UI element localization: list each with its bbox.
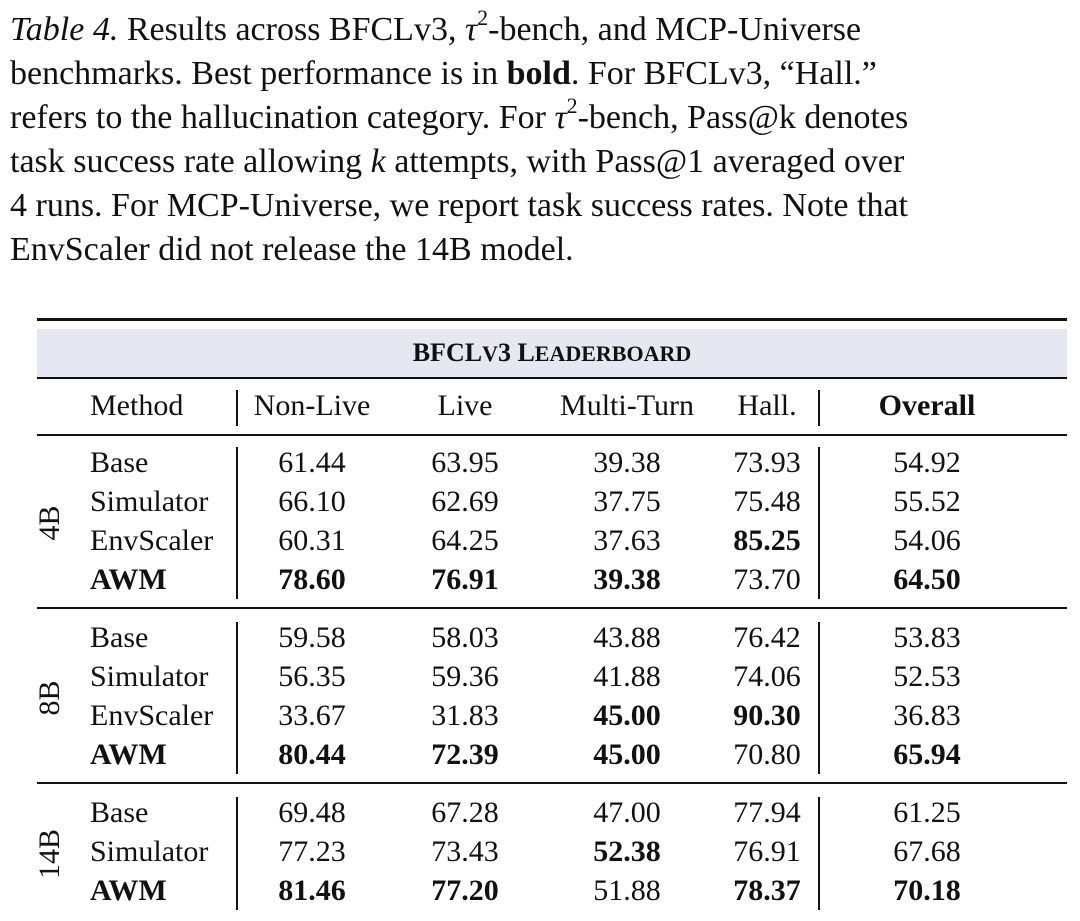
column-header: Non-Live [253,389,371,422]
table-cell: 74.06 [733,660,801,693]
caption-text: . For BFCLv3, “Hall.” [570,55,877,92]
caption-text: task success rate allowing [10,143,371,180]
group-rule [37,782,1067,784]
column-header: Overall [878,389,976,422]
method-name: Base [90,446,149,479]
group-rule [37,607,1067,609]
method-name: AWM [90,874,167,907]
table-cell: 66.10 [278,485,346,518]
table-cell: 76.91 [733,835,801,868]
table-cell: 76.42 [733,621,801,654]
table-cell: 73.70 [733,563,801,596]
table-cell: 59.36 [431,660,499,693]
table-cell: 47.00 [593,796,661,829]
title-rule [37,377,1067,379]
caption-bold-word: bold [506,55,571,92]
table-cell: 33.67 [278,699,346,732]
table-cell: 54.06 [893,524,961,557]
table-cell: 45.00 [593,738,661,771]
table-cell: 31.83 [431,699,499,732]
column-header: Live [437,389,493,422]
table-top-rule [37,318,1067,321]
table-cell: 78.37 [733,874,801,907]
caption-line-5: 4 runs. For MCP-Universe, we report task success rates. Note that [10,187,908,224]
table-cell: 58.03 [431,621,499,654]
column-header: Hall. [737,389,797,422]
table-cell: 80.44 [278,738,346,771]
table-cell: 62.69 [431,485,499,518]
table-cell: 64.50 [893,563,961,596]
superscript: 2 [566,92,578,118]
caption-label: Table 4. [10,11,119,48]
caption-text: benchmarks. Best performance is in [10,55,507,92]
method-name: Base [90,796,149,829]
model-size-label: 4B [33,505,66,541]
table-cell: 60.31 [278,524,346,557]
table-cell: 78.60 [278,563,346,596]
table-cell: 43.88 [593,621,661,654]
method-name: EnvScaler [90,524,214,557]
table-cell: 70.80 [733,738,801,771]
table-cell: 90.30 [733,699,801,732]
caption-text: refers to the hallucination category. For [10,99,555,136]
table-cell: 64.25 [431,524,499,557]
superscript: 2 [477,4,489,30]
caption-line-3 [10,92,1070,140]
title-part: EADERBOARD [534,341,692,366]
table-cell: 69.48 [278,796,346,829]
method-name: AWM [90,738,167,771]
table-cell: 61.25 [893,796,961,829]
table-cell: 55.52 [893,485,961,518]
table-cell: 72.39 [431,738,499,771]
table-cell: 77.23 [278,835,346,868]
header-rule [37,434,1067,436]
method-name: Simulator [90,835,209,868]
column-divider [818,390,820,426]
table-cell: 67.28 [431,796,499,829]
caption-line-1 [10,4,1070,52]
table-cell: 70.18 [893,874,961,907]
table-cell: 37.75 [593,485,661,518]
table-cell: 53.83 [893,621,961,654]
table-cell: 37.63 [593,524,661,557]
method-name: Simulator [90,660,209,693]
table-cell: 77.94 [733,796,801,829]
tau-symbol: τ [464,11,478,48]
table-cell: 77.20 [431,874,499,907]
method-name: Base [90,621,149,654]
table-cell: 52.38 [593,835,661,868]
table-cell: 73.43 [431,835,499,868]
method-name: AWM [90,563,167,596]
method-name: EnvScaler [90,699,214,732]
table-cell: 76.91 [431,563,499,596]
table-cell: 45.00 [593,699,661,732]
table-cell: 67.68 [893,835,961,868]
table-cell: 73.93 [733,446,801,479]
table-caption [10,4,1070,272]
method-name: Simulator [90,485,209,518]
table-cell: 56.35 [278,660,346,693]
table-cell: 39.38 [593,563,661,596]
table-cell: 75.48 [733,485,801,518]
column-divider [236,390,238,426]
column-header-method: Method [90,389,184,422]
table-cell: 85.25 [733,524,801,557]
caption-line-6: EnvScaler did not release the 14B model. [10,231,574,268]
column-header: Multi-Turn [560,389,694,422]
table-cell: 36.83 [893,699,961,732]
table-cell: 81.46 [278,874,346,907]
tau-symbol: τ [554,99,567,136]
table-cell: 65.94 [893,738,961,771]
caption-text: Results across BFCLv3, [118,11,465,48]
k-symbol: k [370,143,386,180]
table-cell: 52.53 [893,660,961,693]
table-cell: 59.58 [278,621,346,654]
caption-text: -bench, and MCP-Universe [488,11,862,48]
title-part: 3 L [497,338,535,367]
table-title [37,329,1067,377]
title-part: V [482,341,498,366]
model-size-label: 8B [33,680,66,716]
caption-text: -bench, Pass@k denotes [577,99,909,136]
table-cell: 39.38 [593,446,661,479]
table-cell: 51.88 [593,874,661,907]
table-cell: 41.88 [593,660,661,693]
caption-line-4 [10,140,1070,184]
table-cell: 54.92 [893,446,961,479]
table-cell: 61.44 [278,446,346,479]
caption-text: attempts, with Pass@1 averaged over [385,143,905,180]
title-part: BFCL [412,338,483,367]
caption-line-2 [10,52,1070,96]
table-cell: 63.95 [431,446,499,479]
model-size-label: 14B [33,828,66,879]
